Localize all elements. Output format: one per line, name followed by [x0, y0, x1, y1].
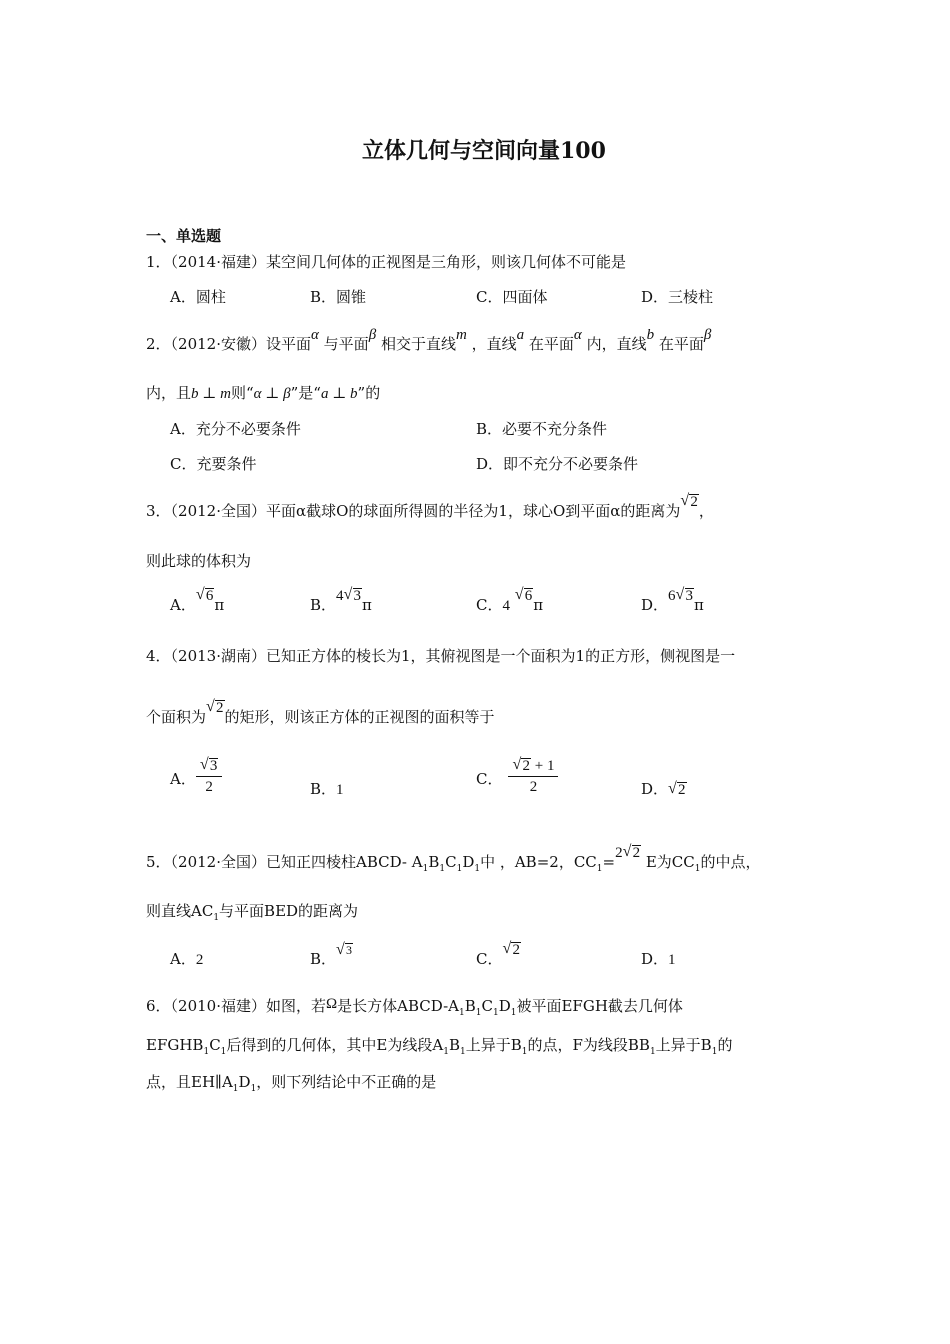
q6-text: 后得到的几何体，其中E为线段A [226, 1036, 444, 1054]
q5-text: 与平面BED的距离为 [219, 902, 359, 920]
q4-option-d [641, 782, 687, 798]
q4-text: 已知正方体的棱长为1，其俯视图是一个面积为1的正方形，侧视图是一 [266, 647, 736, 665]
subscript: 1 [232, 1084, 239, 1094]
q6-text: 的 [717, 1036, 733, 1054]
q2-text: 内，直线 [586, 335, 647, 353]
q2-text: 与平面 [323, 335, 369, 353]
question-number: 4． [146, 647, 171, 665]
pi-symbol: π [214, 596, 225, 614]
option-letter: A． [170, 950, 196, 968]
math-m: m [455, 327, 467, 343]
option-letter: D． [641, 596, 669, 614]
q6-text: 的点，F为线段BB [527, 1036, 650, 1054]
q4-option-a [170, 758, 222, 795]
radicand: 6 [205, 588, 214, 604]
coefficient: 4 [502, 598, 510, 614]
question-source: （2013·湖南） [170, 647, 266, 665]
question-2-line-2 [146, 386, 380, 402]
subscript: 1 [250, 1084, 257, 1094]
q3-option-a [170, 588, 225, 614]
numerator [508, 758, 558, 777]
option-letter: B． [310, 780, 337, 798]
q1-option-d: D．三棱柱 [641, 288, 714, 306]
option-letter: D． [641, 780, 669, 798]
question-3 [146, 494, 714, 520]
question-number: 5． [146, 853, 171, 871]
subscript: 1 [459, 1047, 466, 1057]
question-1 [146, 255, 626, 270]
q3-text: 平面α截球O的球面所得圆的半径为1，球心O到平面α的距离为 [266, 502, 681, 520]
math-b-perp-m: b ⊥ m [191, 386, 231, 402]
sqrt-expression [196, 588, 215, 604]
option-letter: D． [641, 950, 669, 968]
question-5 [146, 845, 761, 874]
q2-text: ”是“ [290, 384, 321, 402]
q5-letter: D [462, 853, 475, 871]
subscript: 1 [694, 864, 701, 874]
coefficient: 4 [336, 588, 344, 604]
page-title: 立体几何与空间向量100 [362, 138, 606, 164]
sqrt-expression [668, 782, 687, 798]
q5-text: E为CC [641, 853, 695, 871]
subscript: 1 [649, 1047, 656, 1057]
q2-text: ”的 [357, 384, 381, 402]
subscript: 1 [443, 1047, 449, 1057]
q1-option-c: C．四面体 [476, 288, 548, 306]
q4-text: 的矩形，则该正方体的正视图的面积等于 [224, 708, 495, 726]
subscript: 1 [459, 1008, 465, 1018]
option-letter: C． [476, 770, 503, 788]
q2-text: ，直线 [471, 335, 517, 353]
denominator: 2 [529, 779, 538, 795]
option-letter: A． [170, 770, 196, 788]
question-4-line-2 [146, 700, 495, 726]
option-value: 1 [668, 952, 676, 968]
fraction [196, 758, 223, 795]
question-source: （2012·全国） [170, 502, 266, 520]
pi-symbol: π [533, 596, 544, 614]
q6-letter: C [481, 997, 493, 1015]
math-beta: β [703, 327, 712, 343]
question-source: （2012·安徽） [170, 335, 266, 353]
question-source: （2014·福建） [170, 253, 266, 271]
q2-text: 内，且 [146, 384, 192, 402]
q5-text: 的中点， [700, 853, 761, 871]
subscript: 1 [220, 1047, 227, 1057]
q3-option-c [476, 588, 544, 614]
coefficient: 6 [668, 588, 676, 604]
question-number: 2． [146, 335, 171, 353]
q3-text: ， [698, 502, 714, 520]
sqrt-expression [336, 943, 353, 956]
q4-option-b [310, 782, 344, 798]
question-4 [146, 649, 735, 664]
subscript: 1 [521, 1047, 528, 1057]
math-omega: Ω [326, 996, 338, 1012]
fraction [508, 758, 558, 795]
q2-text: 在平面 [528, 335, 574, 353]
question-3-line-2: 则此球的体积为 [146, 552, 252, 570]
numerator-plus: + 1 [530, 758, 555, 774]
q1-option-b: B．圆锥 [310, 288, 367, 306]
q6-text: EFGHB [146, 1036, 204, 1054]
q2-option-a: A．充分不必要条件 [170, 420, 301, 438]
section-heading: 一、单选题 [146, 227, 222, 245]
q3-option-b [310, 588, 372, 614]
q2-option-d: D．即不充分不必要条件 [476, 455, 639, 473]
q6-text: 如图，若 [266, 997, 327, 1015]
q6-letter: B [448, 1036, 460, 1054]
option-letter: C． [476, 950, 503, 968]
question-5-line-2 [146, 904, 358, 923]
q5-option-b [310, 943, 353, 968]
radicand: 3 [346, 943, 353, 957]
subscript: 1 [439, 864, 446, 874]
sqrt-expression [200, 758, 219, 774]
q5-text: = [602, 853, 616, 871]
q6-letter: C [209, 1036, 221, 1054]
radicand: 6 [524, 588, 533, 604]
question-6-line-3 [146, 1075, 436, 1094]
sqrt-expression [512, 758, 531, 774]
subscript: 1 [422, 864, 429, 874]
option-letter: C． [476, 596, 503, 614]
subscript: 1 [203, 1047, 210, 1057]
subscript: 1 [213, 913, 220, 923]
radicand: 2 [632, 845, 641, 861]
question-text: 某空间几何体的正视图是三角形，则该几何体不可能是 [266, 253, 627, 271]
sqrt-expression [206, 700, 225, 716]
q2-text: 设平面 [266, 335, 312, 353]
question-number: 6． [146, 997, 171, 1015]
pi-symbol: π [362, 596, 372, 614]
q2-option-c: C．充要条件 [170, 455, 257, 473]
math-a: a [516, 327, 525, 343]
pi-symbol: π [694, 596, 704, 614]
q4-text: 个面积为 [146, 708, 207, 726]
option-letter: B． [310, 950, 337, 968]
math-alpha: α [311, 327, 319, 343]
q6-letter: D [238, 1073, 251, 1091]
q5-letter: B [428, 853, 440, 871]
q4-option-c [476, 758, 558, 795]
subscript: 1 [492, 1008, 499, 1018]
q5-option-d [641, 952, 676, 968]
math-alpha-perp-beta: α ⊥ β [253, 386, 291, 402]
option-letter: B． [310, 596, 337, 614]
q2-text: 在平面 [658, 335, 704, 353]
numerator [196, 758, 223, 777]
denominator: 2 [205, 779, 213, 795]
subscript: 1 [475, 1008, 482, 1018]
q6-text: 上异于B [465, 1036, 522, 1054]
q5-option-a [170, 952, 203, 968]
radicand: 2 [678, 782, 686, 798]
q5-text: 中 ，AB=2，CC [480, 853, 597, 871]
sqrt-expression [502, 942, 521, 958]
coefficient: 2 [615, 845, 623, 861]
radicand: 3 [685, 588, 694, 604]
question-6 [146, 996, 683, 1018]
subscript: 1 [510, 1008, 517, 1018]
radicand: 2 [216, 700, 224, 716]
q6-letter: D [498, 997, 511, 1015]
sqrt-expression [623, 845, 642, 861]
option-value: 1 [336, 782, 344, 798]
q1-option-a: A．圆柱 [170, 288, 226, 306]
q5-option-c [476, 942, 521, 968]
sqrt-expression [680, 494, 699, 510]
question-number: 1． [146, 253, 171, 271]
q2-text: 相交于直线 [380, 335, 456, 353]
question-number: 3． [146, 502, 171, 520]
math-a-perp-b: a ⊥ b [320, 386, 358, 402]
math-b: b [646, 327, 655, 343]
q2-text: 则“ [230, 384, 254, 402]
sqrt-expression [676, 588, 695, 604]
sqrt-expression [344, 588, 363, 604]
math-alpha: α [573, 327, 582, 343]
q6-text: ，则下列结论中不正确的是 [256, 1073, 437, 1091]
q6-text: 被平面EFGH截去几何体 [516, 997, 683, 1015]
option-letter: A． [170, 596, 196, 614]
subscript: 1 [711, 1047, 718, 1057]
q6-text: 点，且EH∥A [146, 1073, 233, 1091]
radicand: 2 [522, 758, 530, 774]
subscript: 1 [474, 864, 481, 874]
question-source: （2012·全国） [170, 853, 266, 871]
q5-letter: C [445, 853, 457, 871]
q2-option-b: B．必要不充分条件 [476, 420, 608, 438]
q6-text: 上异于B [655, 1036, 712, 1054]
sqrt-expression [515, 588, 534, 604]
question-2 [146, 327, 712, 353]
q5-text: 则直线AC [146, 902, 214, 920]
radicand: 2 [512, 942, 520, 958]
subscript: 1 [456, 864, 463, 874]
q5-text: 已知正四棱柱ABCD- A [266, 853, 423, 871]
q3-option-d [641, 588, 704, 614]
option-value: 2 [195, 952, 204, 968]
q6-text: 是长方体ABCD-A [337, 997, 459, 1015]
radicand: 2 [690, 494, 698, 510]
subscript: 1 [596, 864, 603, 874]
radicand: 3 [353, 588, 362, 604]
question-source: （2010·福建） [170, 997, 266, 1015]
radicand: 3 [209, 758, 218, 774]
q6-letter: B [464, 997, 476, 1015]
question-6-line-2 [146, 1038, 732, 1057]
math-beta: β [368, 327, 377, 343]
